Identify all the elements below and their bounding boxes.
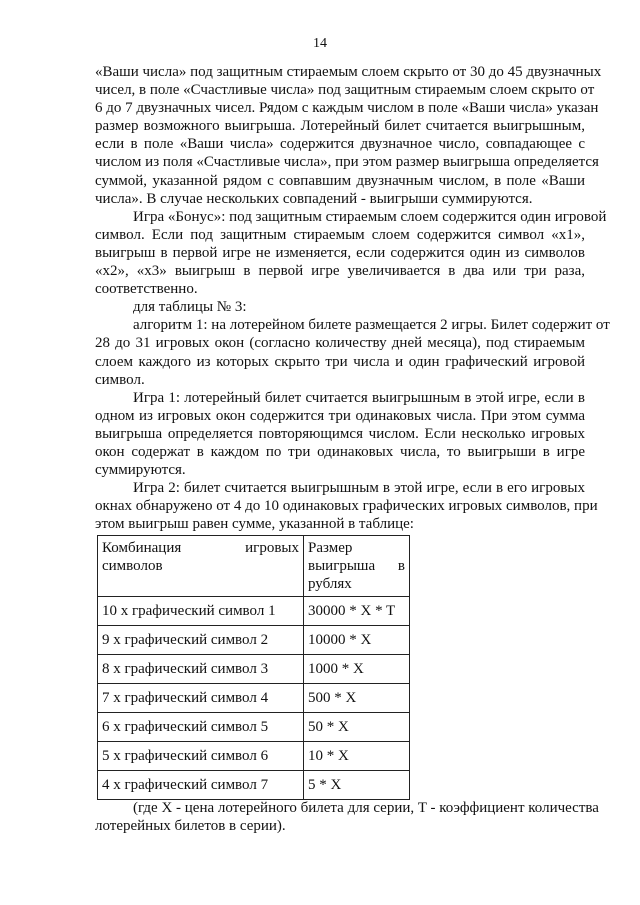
text-line: 28 до 31 игровых окон (согласно количеству дней месяца), под стираемым — [95, 335, 585, 352]
text-line: слоем каждого из которых скрыто три числа и один графический игровой — [95, 353, 585, 370]
cell-combination: 6 х графический символ 5 — [98, 713, 304, 742]
text-line: для таблицы № 3: — [133, 299, 247, 316]
text-line: числом из поля «Счастливые числа», при этом размер выигрыша определяется — [95, 154, 599, 171]
cell-combination: 10 х графический символ 1 — [98, 597, 304, 626]
text-line: суммой, указанной рядом с совпавшим двузначным числом, в поле «Ваши — [95, 172, 585, 189]
text-line: суммируются. — [95, 462, 186, 479]
text-line: этом выигрыш равен сумме, указанной в таблице: — [95, 516, 414, 533]
table-row — [98, 771, 410, 800]
header-combination — [98, 536, 304, 597]
text-line: числа». В случае нескольких совпадений - выигрыши суммируются. — [95, 190, 533, 207]
text-line: Игра 2: билет считается выигрышным в этой игре, если в его игровых — [133, 480, 585, 497]
header-prize — [304, 536, 410, 597]
header-prize-line: выигрыша в — [308, 558, 405, 574]
paragraph — [95, 63, 602, 208]
table-row — [98, 742, 410, 771]
cell-prize: 30000 * X * T — [304, 597, 410, 626]
header-prize-line: Размер — [308, 540, 353, 556]
text-line: соответственно. — [95, 281, 198, 298]
paragraph — [95, 479, 598, 533]
table-row — [98, 684, 410, 713]
text-line: размер возможного выигрыша. Лотерейный билет считается выигрышным, — [95, 118, 585, 135]
text-line: окнах обнаружено от 4 до 10 одинаковых графических игровых символов, при — [95, 498, 598, 515]
text-line: Игра 1: лотерейный билет считается выигрышным в этой игре, если в — [133, 389, 585, 406]
cell-prize: 5 * X — [304, 771, 410, 800]
text-line: алгоритм 1: на лотерейном билете размещается 2 игры. Билет содержит от — [133, 317, 610, 334]
paragraph — [95, 208, 607, 298]
text-line: «x2», «x3» выигрыш в первой игре увеличивается в два или три раза, — [95, 263, 585, 280]
text-line: «Ваши числа» под защитным стираемым слоем скрыто от 30 до 45 двузначных — [95, 64, 602, 80]
text-line: лотерейных билетов в серии). — [95, 818, 286, 835]
cell-prize: 1000 * X — [304, 655, 410, 684]
text-line: (где X - цена лотерейного билета для серии, T - коэффициент количества — [133, 800, 599, 816]
cell-prize: 10 * X — [304, 742, 410, 771]
header-combination-line: Комбинация игровых — [102, 540, 299, 556]
text-line: одном из игровых окон содержится три одинаковых числа. При этом сумма — [95, 407, 585, 424]
cell-prize: 500 * X — [304, 684, 410, 713]
text-line: выигрыш в первой игре не изменяется, если содержится один из символов — [95, 244, 585, 261]
cell-combination: 7 х графический символ 4 — [98, 684, 304, 713]
table-row — [98, 655, 410, 684]
document-body — [95, 63, 610, 533]
paragraph — [95, 298, 585, 316]
text-line: выигрыша определяется повторяющимся числом. Если несколько игровых — [95, 425, 585, 442]
text-line: символ. Если под защитным стираемым слоем содержится символ «x1», — [95, 226, 585, 243]
text-line: окон содержат в каждом по три одинаковых числа, то выигрыши в игре — [95, 443, 585, 460]
cell-combination: 5 х графический символ 6 — [98, 742, 304, 771]
table-footnote — [95, 799, 599, 835]
table-row — [98, 597, 410, 626]
text-line: символ. — [95, 371, 145, 388]
cell-combination: 8 х графический символ 3 — [98, 655, 304, 684]
text-line: Игра «Бонус»: под защитным стираемым слоем содержится один игровой — [133, 208, 607, 225]
cell-prize: 10000 * X — [304, 626, 410, 655]
table-header-row — [98, 536, 410, 597]
page-number: 14 — [313, 36, 327, 51]
text-line: чисел, в поле «Счастливые числа» под защитным стираемым слоем скрыто от — [95, 82, 595, 99]
prize-table — [97, 535, 410, 800]
header-prize-line: рублях — [308, 576, 352, 592]
cell-combination: 9 х графический символ 2 — [98, 626, 304, 655]
cell-combination: 4 х графический символ 7 — [98, 771, 304, 800]
text-line: 6 до 7 двузначных чисел. Рядом с каждым числом в поле «Ваши числа» указан — [95, 100, 599, 117]
table-row — [98, 713, 410, 742]
header-combination-line: символов — [102, 558, 163, 574]
text-line: если в поле «Ваши числа» содержится двузначное число, совпадающее с — [95, 136, 585, 153]
paragraph — [95, 389, 585, 479]
table-row — [98, 626, 410, 655]
paragraph — [95, 316, 610, 388]
cell-prize: 50 * X — [304, 713, 410, 742]
